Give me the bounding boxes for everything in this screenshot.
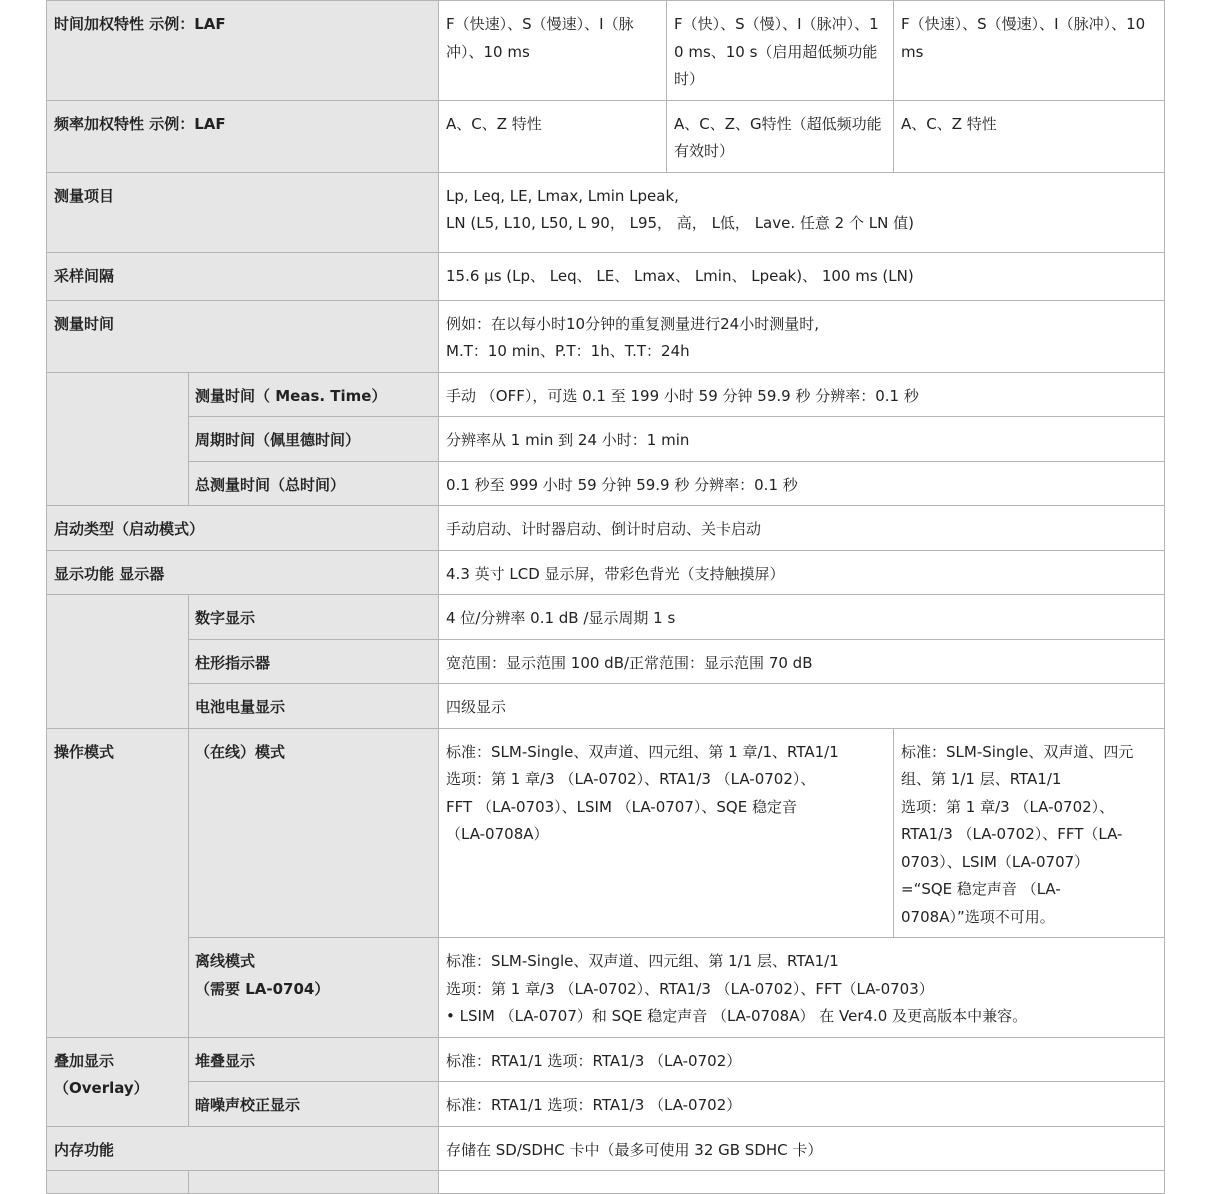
table-cell: 宽范围：显示范围 100 dB/正常范围：显示范围 70 dB — [439, 639, 1165, 684]
row-label: 数字显示 — [189, 595, 439, 640]
table-cell — [439, 728, 894, 938]
table-cell: 存储在 SD/SDHC 卡中（最多可使用 32 GB SDHC 卡） — [439, 1126, 1165, 1171]
row-label: 测量时间 — [47, 300, 439, 372]
spec-table — [46, 0, 1165, 1194]
table-row — [47, 728, 1165, 938]
overlay-label: 叠加显示 — [54, 1051, 115, 1070]
table-cell: F（快）、S（慢）、I（脉冲）、10 ms、10 s（启用超低频功能时） — [667, 1, 894, 101]
row-label: 周期时间（佩里德时间） — [189, 417, 439, 462]
row-label: 测量时间（ Meas. Time） — [189, 372, 439, 417]
table-row — [47, 684, 1165, 729]
table-row — [47, 417, 1165, 462]
meas-time-line: 例如：在以每小时10分钟的重复测量进行24小时测量时, — [446, 314, 819, 333]
offline-label: 离线模式 — [195, 952, 256, 970]
table-cell: A、C、Z、G特性（超低频功能有效时） — [667, 100, 894, 172]
table-row — [47, 372, 1165, 417]
meas-items-line: Lp, Leq, LE, Lmax, Lmin Lpeak, — [446, 186, 679, 205]
online-line: FFT （LA-0703）、LSIM （LA-0707）、SQE 稳定音 — [446, 797, 797, 816]
table-row — [47, 1126, 1165, 1171]
table-row — [47, 595, 1165, 640]
table-row — [47, 1171, 1165, 1194]
meas-time-line: M.T：10 min、P.T：1h、T.T：24h — [446, 342, 690, 360]
row-label: 时间加权特性 示例：LAF — [47, 1, 439, 101]
row-label — [47, 1037, 189, 1126]
online-line: 标准：SLM-Single、双声道、四元 — [901, 742, 1134, 761]
table-row — [47, 172, 1165, 252]
table-row — [47, 506, 1165, 551]
table-row — [47, 1082, 1165, 1127]
table-cell: 15.6 μs (Lp、 Leq、 LE、 Lmax、 Lmin、 Lpeak)、 100 ms (LN) — [439, 252, 1165, 300]
table-cell: A、C、Z 特性 — [894, 100, 1165, 172]
row-label: 柱形指示器 — [189, 639, 439, 684]
row-label: 测量项目 — [47, 172, 439, 252]
table-cell: 4 位/分辨率 0.1 dB /显示周期 1 s — [439, 595, 1165, 640]
offline-line: 标准：SLM-Single、双声道、四元组、第 1/1 层、RTA1/1 — [446, 952, 839, 970]
online-line: 组、第 1/1 层、RTA1/1 — [901, 770, 1062, 788]
online-line: （LA-0708A） — [446, 825, 549, 843]
table-cell — [439, 172, 1165, 252]
table-row — [47, 639, 1165, 684]
row-label — [189, 938, 439, 1038]
online-line: =“SQE 稳定声音 （LA- — [901, 880, 1061, 898]
table-row — [47, 100, 1165, 172]
online-line: 选项：第 1 章/3 （LA-0702）、RTA1/3 （LA-0702）、 — [446, 770, 816, 788]
table-row — [47, 1, 1165, 101]
row-label: 显示功能 显示器 — [47, 550, 439, 595]
table-row — [47, 461, 1165, 506]
row-label: 启动类型（启动模式） — [47, 506, 439, 551]
row-group-label — [47, 372, 189, 506]
online-line: RTA1/3 （LA-0702）、FFT（LA- — [901, 825, 1123, 843]
table-cell — [189, 1171, 439, 1194]
table-cell: 4.3 英寸 LCD 显示屏，带彩色背光（支持触摸屏） — [439, 550, 1165, 595]
table-cell: 标准：RTA1/1 选项：RTA1/3 （LA-0702） — [439, 1082, 1165, 1127]
table-cell — [439, 300, 1165, 372]
table-cell — [47, 1171, 189, 1194]
table-cell: F（快速）、S（慢速）、I（脉冲）、10 ms — [439, 1, 667, 101]
row-label: 暗噪声校正显示 — [189, 1082, 439, 1127]
row-label: 总测量时间（总时间） — [189, 461, 439, 506]
row-label: 内存功能 — [47, 1126, 439, 1171]
table-row — [47, 938, 1165, 1038]
table-cell: 0.1 秒至 999 小时 59 分钟 59.9 秒 分辨率：0.1 秒 — [439, 461, 1165, 506]
online-line: 选项：第 1 章/3 （LA-0702）、 — [901, 797, 1115, 816]
meas-items-line: LN (L5, L10, L50, L 90， L95， 高， L低， Lave. 任意 2 个 LN 值) — [446, 214, 914, 232]
online-line: 0708A）”选项不可用。 — [901, 907, 1055, 926]
row-label: 操作模式 — [47, 728, 189, 1037]
online-line: 标准：SLM-Single、双声道、四元组、第 1 章/1、RTA1/1 — [446, 742, 839, 761]
table-cell — [894, 728, 1165, 938]
offline-label-note: （需要 LA-0704） — [195, 979, 330, 998]
table-row — [47, 300, 1165, 372]
spec-table-container — [46, 0, 1164, 1194]
online-line: 0703）、LSIM（LA-0707） — [901, 852, 1090, 871]
table-cell: F（快速）、S（慢速）、I（脉冲）、10 ms — [894, 1, 1165, 101]
table-cell — [439, 938, 1165, 1038]
row-label: 频率加权特性 示例：LAF — [47, 100, 439, 172]
offline-line: 选项：第 1 章/3 （LA-0702）、RTA1/3 （LA-0702）、FFT（LA-0703） — [446, 979, 934, 998]
table-cell: 分辨率从 1 min 到 24 小时：1 min — [439, 417, 1165, 462]
table-cell: A、C、Z 特性 — [439, 100, 667, 172]
table-row — [47, 550, 1165, 595]
table-cell — [439, 1171, 1165, 1194]
table-cell: 四级显示 — [439, 684, 1165, 729]
row-label: 电池电量显示 — [189, 684, 439, 729]
table-row — [47, 252, 1165, 300]
overlay-label-en: （Overlay） — [54, 1079, 149, 1097]
row-label: 堆叠显示 — [189, 1037, 439, 1082]
row-label: （在线）模式 — [189, 728, 439, 938]
row-group-label — [47, 595, 189, 729]
table-cell: 手动 （OFF），可选 0.1 至 199 小时 59 分钟 59.9 秒 分辨率：0.1 秒 — [439, 372, 1165, 417]
table-row — [47, 1037, 1165, 1082]
table-cell: 标准：RTA1/1 选项：RTA1/3 （LA-0702） — [439, 1037, 1165, 1082]
offline-line: • LSIM （LA-0707）和 SQE 稳定声音 （LA-0708A） 在 Ver4.0 及更高版本中兼容。 — [446, 1007, 1028, 1025]
row-label: 采样间隔 — [47, 252, 439, 300]
table-cell: 手动启动、计时器启动、倒计时启动、关卡启动 — [439, 506, 1165, 551]
